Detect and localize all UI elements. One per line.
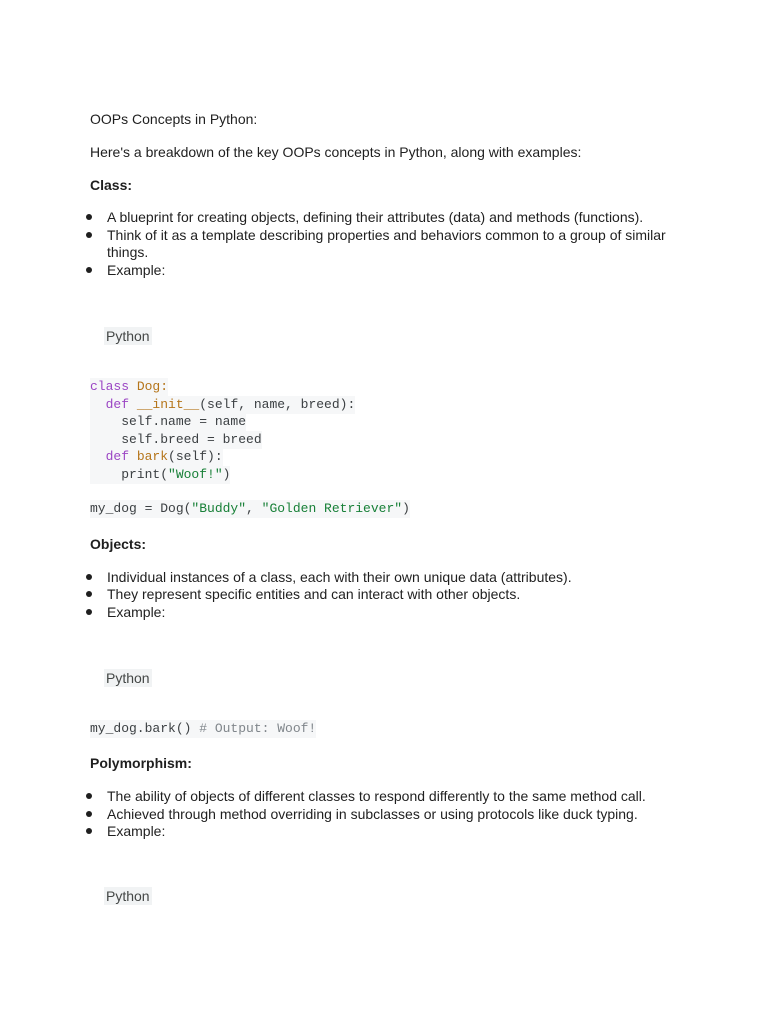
code-language-label: Python — [106, 328, 150, 344]
code-line: my_dog.bark() # Output: Woof! — [90, 721, 317, 736]
code-line: class Dog: — [90, 379, 169, 394]
polymorphism-heading: Polymorphism: — [90, 755, 192, 771]
code-line: print("Woof!") — [90, 467, 231, 482]
bullet-icon — [86, 591, 92, 597]
list-item-text: Individual instances of a class, each with their own unique data (attributes). — [107, 569, 572, 585]
list-item — [0, 823, 768, 840]
bullet-icon — [86, 574, 92, 580]
list-item — [0, 604, 768, 621]
list-item — [0, 227, 768, 261]
intro-paragraph: Here's a breakdown of the key OOPs concepts in Python, along with examples: — [90, 144, 582, 160]
code-line: self.name = name — [90, 414, 247, 429]
list-item — [0, 806, 768, 823]
list-item-text: Example: — [107, 823, 166, 839]
bullet-icon — [86, 609, 92, 615]
list-item — [0, 569, 768, 586]
code-line: def __init__(self, name, breed): — [90, 396, 355, 414]
list-item — [0, 788, 768, 805]
list-item — [0, 262, 768, 279]
code-language-label: Python — [106, 670, 150, 686]
code-language-label: Python — [106, 888, 150, 904]
document-title: OOPs Concepts in Python: — [90, 111, 258, 127]
list-item-text: They represent specific entities and can interact with other objects. — [107, 586, 521, 602]
list-item-text: Example: — [107, 604, 166, 620]
objects-heading: Objects: — [90, 536, 147, 552]
list-item — [0, 586, 768, 603]
bullet-icon — [86, 793, 92, 799]
list-item-text: Think of it as a template describing properties and behaviors common to a group of similar things. — [107, 227, 666, 260]
list-item-text: The ability of objects of different classes to respond differently to the same method call. — [107, 788, 646, 804]
bullet-icon — [86, 811, 92, 817]
list-item-text: Example: — [107, 262, 166, 278]
class-heading: Class: — [90, 177, 133, 193]
code-line: def bark(self): — [90, 448, 223, 466]
bullet-icon — [86, 267, 92, 273]
code-line: self.breed = breed — [90, 432, 262, 447]
bullet-icon — [86, 232, 92, 238]
bullet-icon — [86, 828, 92, 834]
list-item-text: A blueprint for creating objects, defining their attributes (data) and methods (functions). — [107, 209, 644, 225]
bullet-icon — [86, 214, 92, 220]
list-item-text: Achieved through method overriding in subclasses or using protocols like duck typing. — [107, 806, 638, 822]
code-line: my_dog = Dog("Buddy", "Golden Retriever") — [90, 501, 410, 516]
list-item — [0, 209, 768, 226]
